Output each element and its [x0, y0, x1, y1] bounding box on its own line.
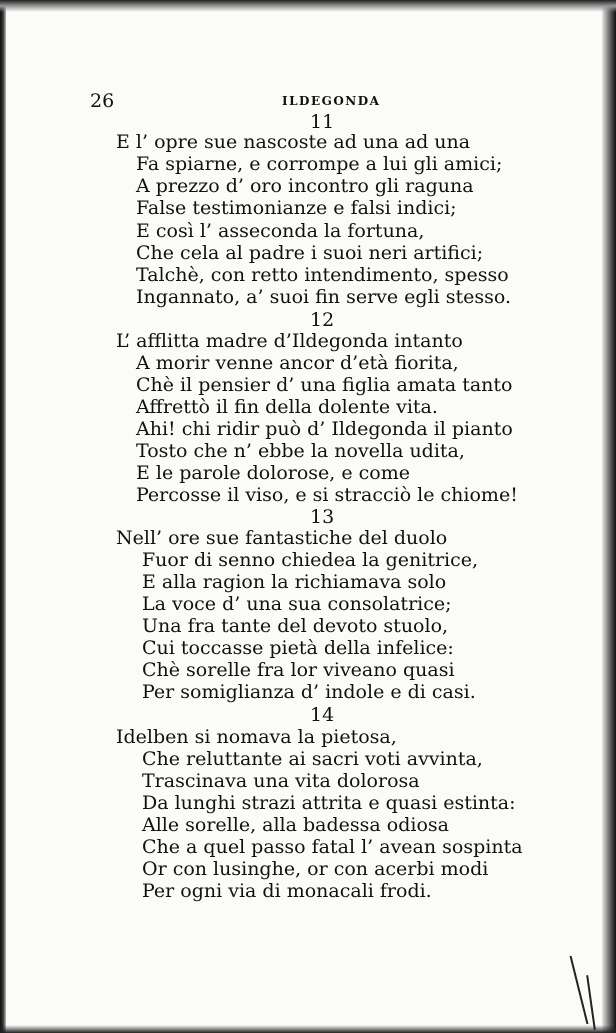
verse-line: Fa spiarne, e corrompe a lui gli amici; — [136, 153, 503, 175]
verse-line: A prezzo d’ oro incontro gli raguna — [136, 175, 474, 197]
verse-line: E l’ opre sue nascoste ad una ad una — [116, 131, 471, 153]
verse-line: Una fra tante del devoto stuolo, — [142, 615, 449, 637]
stanza-number: 14 — [310, 704, 335, 726]
verse-line: Fuor di senno chiedea la genitrice, — [142, 549, 479, 571]
verse-line: Che cela al padre i suoi neri artifici; — [136, 242, 484, 264]
stanza-number: 11 — [310, 111, 335, 133]
verse-line: Nell’ ore sue fantastiche del duolo — [116, 527, 448, 549]
verse-line: Idelben si nomava la pietosa, — [116, 726, 397, 748]
page-top-edge — [0, 0, 616, 12]
verse-line: L’ afflitta madre d’Ildegonda intanto — [116, 330, 463, 352]
page-left-edge — [0, 0, 6, 1033]
verse-line: Per ogni via di monacali frodi. — [142, 880, 432, 902]
page-number: 26 — [90, 90, 115, 112]
page-crease-mark — [570, 956, 589, 1024]
verse-line: Cui toccasse pietà della infelice: — [142, 637, 454, 659]
verse-line: Ingannato, a’ suoi fin serve egli stesso. — [136, 286, 512, 308]
verse-line: Per somiglianza d’ indole e di casi. — [142, 681, 476, 703]
verse-line: Or con lusinghe, or con acerbi modi — [142, 858, 489, 880]
page-right-edge — [602, 0, 616, 1033]
stanza-number: 12 — [310, 309, 335, 331]
verse-line: Da lunghi strazi attrita e quasi estinta: — [142, 792, 516, 814]
verse-line: Che a quel passo fatal l’ avean sospinta — [142, 836, 523, 858]
verse-line: Che reluttante ai sacri voti avvinta, — [142, 748, 483, 770]
verse-line: Talchè, con retto intendimento, spesso — [136, 264, 509, 286]
page-header — [90, 90, 500, 114]
verse-line: Trascinava una vita dolorosa — [142, 770, 420, 792]
verse-line: E alla ragion la richiamava solo — [142, 571, 447, 593]
verse-line: La voce d’ una sua consolatrice; — [142, 593, 452, 615]
verse-line: Affrettò il fin della dolente vita. — [136, 396, 438, 418]
stanza-number: 13 — [310, 506, 335, 528]
verse-line: Percosse il viso, e si stracciò le chiome! — [136, 484, 518, 506]
verse-line: Chè il pensier d’ una figlia amata tanto — [136, 374, 513, 396]
verse-line: Chè sorelle fra lor viveano quasi — [142, 659, 455, 681]
page-bottom-edge — [0, 1025, 616, 1033]
verse-line: E così l’ asseconda la fortuna, — [136, 220, 425, 242]
verse-line: Alle sorelle, alla badessa odiosa — [142, 814, 449, 836]
verse-line: Tosto che n’ ebbe la novella udita, — [136, 440, 465, 462]
verse-line: A morir venne ancor d’età fiorita, — [136, 352, 459, 374]
running-title: ILDEGONDA — [282, 94, 381, 108]
verse-line: E le parole dolorose, e come — [136, 462, 410, 484]
verse-line: Ahi! chi ridir può d’ Ildegonda il pianto — [136, 418, 513, 440]
verse-line: False testimonianze e falsi indici; — [136, 197, 457, 219]
